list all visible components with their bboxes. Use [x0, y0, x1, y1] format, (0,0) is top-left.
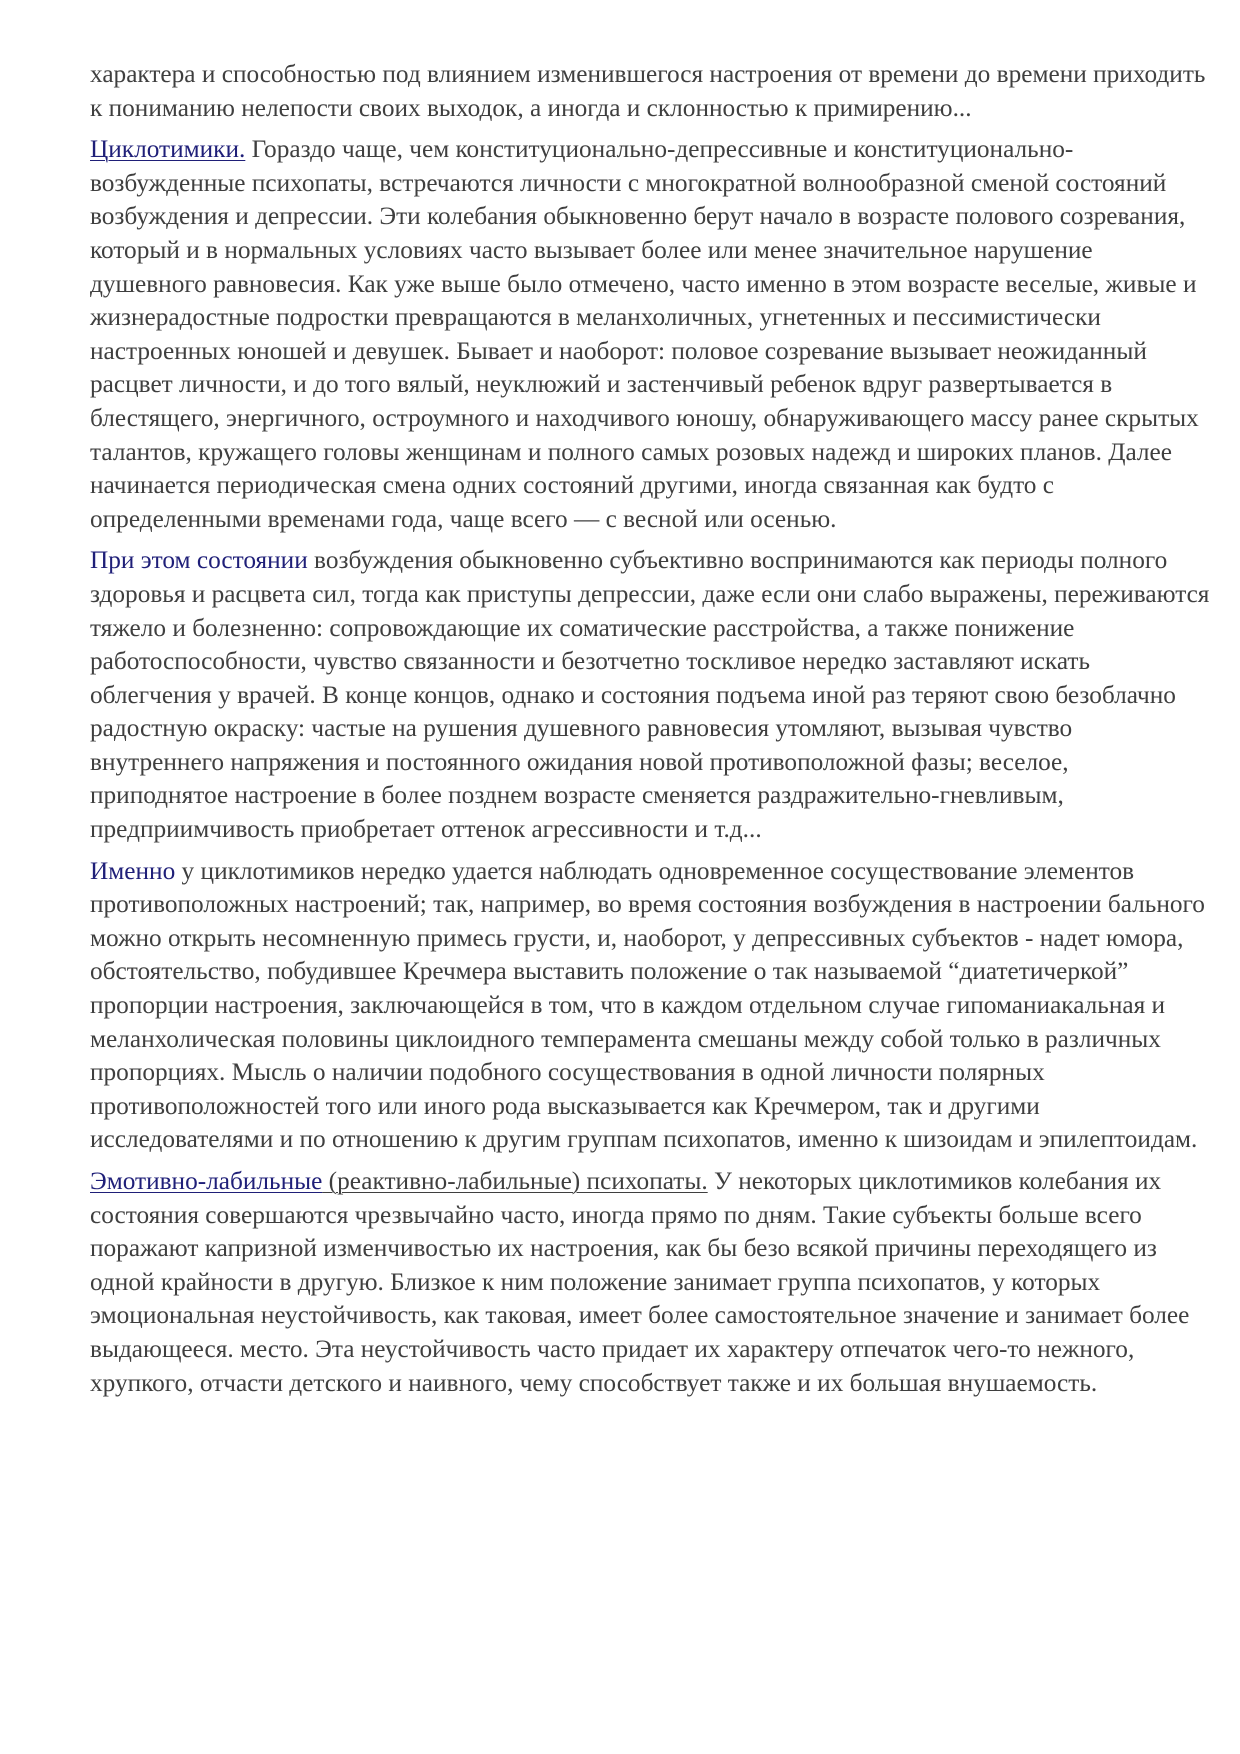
paragraph-intro	[90, 58, 1210, 125]
paragraph-lead: Именно	[90, 856, 176, 885]
paragraph-text: у циклотимиков нередко удается наблюдать одновременное сосуществование элементов противоположных настроений; так, например, во время состояния возбуждения в настроении бального можно открыть несомненную примесь грусти, и, наоборот, у депрессивных субъектов - надет юмора, обстоятельство, побудившее Кречмера выставить положение о так называемой “диатетичеркой” пропорции настроения, заключающейся в том, что в каждом отдельном случае гипоманиакальная и меланхолическая половины циклоидного темперамента смешаны между собой только в различных пропорциях. Мысль о наличии подобного сосуществования в одной личности полярных противоположностей того или иного рода высказывается как Кречмером, так и другими исследователями и по отношению к другим группам психопатов, именно к шизоидам и эпилептоидам.	[90, 856, 1205, 1154]
paragraph-emotive-labile	[90, 1165, 1210, 1400]
paragraph-text: характера и способностью под влиянием изменившегося настроения от времени до времени приходить к пониманию нелепости своих выходок, а иногда и склонностью к примирению...	[90, 60, 1206, 122]
paragraph-text: У некоторых циклотимиков колебания их состояния совершаются чрезвычайно часто, иногда прямо по дням. Такие субъекты больше всего поражают капризной изменчивостью их настроения, как бы безо всякой причины переходящего из одной крайности в другую. Близкое к ним положение занимает группа психопатов, у которых эмоциональная неустойчивость, как таковая, имеет более самостоятельное значение и занимает более выдающееся. место. Эта неустойчивость часто придает их характеру отпечаток чего-то нежного, хрупкого, отчасти детского и наивного, чему способствует также и их большая внушаемость.	[90, 1167, 1190, 1397]
paragraph-lead: При этом состоянии	[90, 546, 308, 575]
paragraph-cyclothymics	[90, 133, 1210, 536]
section-heading-continuation-link[interactable]: (реактивно-лабильные) психопаты.	[322, 1167, 708, 1195]
paragraph-text: возбуждения обыкновенно субъективно воспринимаются как периоды полного здоровья и расцвета сил, тогда как приступы депрессии, даже если они слабо выражены, переживаются тяжело и болезненно: сопровождающие их соматические расстройства, а также понижение работоспособности, чувство связанности и безотчетно тоскливое нередко заставляют искать облегчения у врачей. В конце концов, однако и состояния подъема иной раз теряют свою безоблачно радостную окраску: частые на рушения душевного равновесия утомляют, вызывая чувство внутреннего напряжения и постоянного ожидания новой противоположной фазы; веселое, приподнятое настроение в более позднем возрасте сменяется раздражительно-гневливым, предприимчивость приобретает оттенок агрессивности и т.д...	[90, 546, 1210, 844]
section-heading-link[interactable]: Циклотимики.	[90, 135, 246, 164]
document-page	[90, 58, 1210, 1408]
paragraph-coexistence	[90, 855, 1210, 1157]
section-heading-link[interactable]: Эмотивно-лабильные	[90, 1167, 323, 1195]
paragraph-text: Гораздо чаще, чем конституционально-депрессивные и конституционально-возбужденные психопаты, встречаются личности с многократной волнообразной сменой состояний возбуждения и депрессии. Эти колебания обыкновенно берут начало в возрасте полового созревания, который и в нормальных условиях часто вызывает более или менее значительное нарушение душевного равновесия. Как уже выше было отмечено, часто именно в этом возрасте веселые, живые и жизнерадостные подростки превращаются в меланхоличных, угнетенных и пессимистически настроенных юношей и девушек. Бывает и наоборот: половое созревание вызывает неожиданный расцвет личности, и до того вялый, неуклюжий и застенчивый ребенок вдруг развертывается в блестящего, энергичного, остроумного и находчивого юношу, обнаруживающего массу ранее скрытых талантов, кружащего головы женщинам и полного самых розовых надежд и широких планов. Далее начинается периодическая смена одних состояний другими, иногда связанная как будто с определенными временами года, чаще всего — с весной или осенью.	[90, 135, 1199, 533]
paragraph-states	[90, 544, 1210, 846]
